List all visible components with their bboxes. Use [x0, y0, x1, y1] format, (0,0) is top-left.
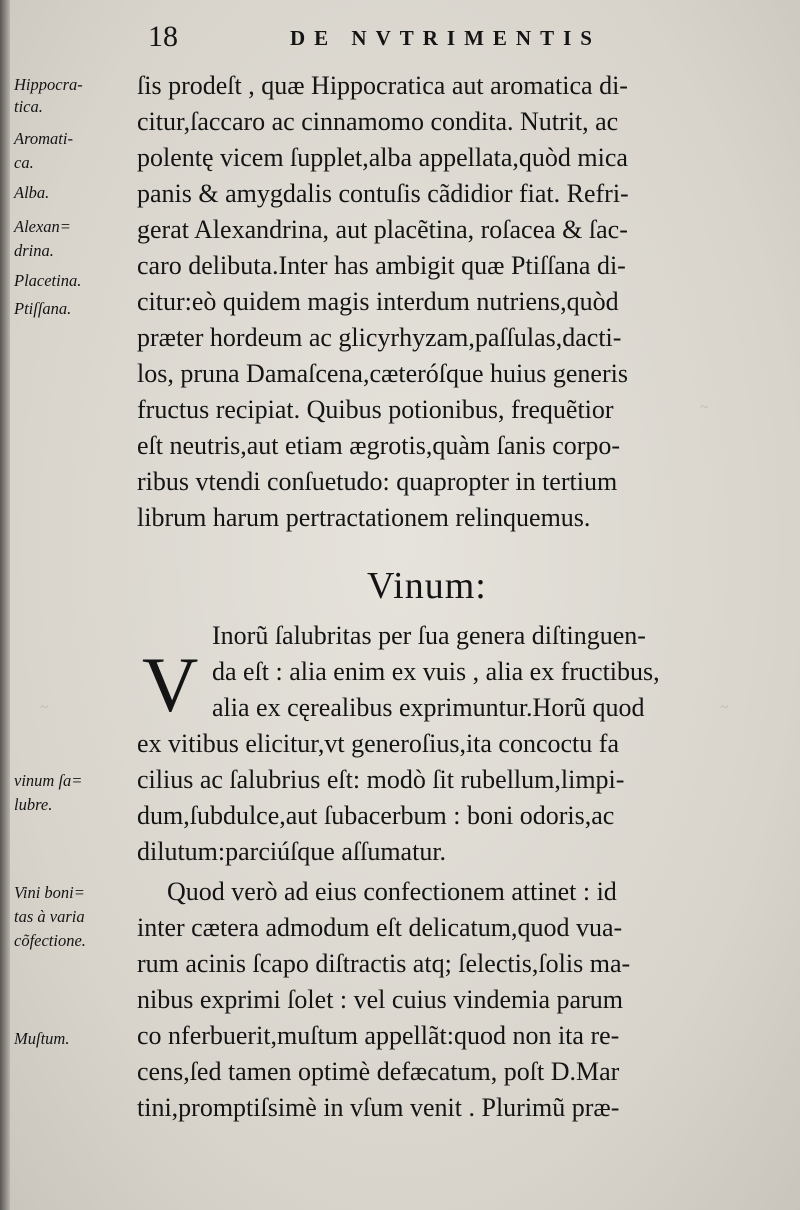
- text-line: eſt neutris,aut etiam ægrotis,quàm ſanis corpo-: [137, 431, 621, 460]
- text-line: da eſt : alia enim ex vuis , alia ex fructibus,: [212, 657, 660, 686]
- margin-note: vinum ſa=: [14, 771, 83, 790]
- margin-note: Hippocra-: [14, 75, 83, 94]
- text-line: cens,ſed tamen optimè defæcatum, poſt D.Mar: [137, 1057, 620, 1086]
- text-line: fructus recipiat. Quibus potionibus, frequẽtior: [137, 395, 614, 424]
- text-line: panis & amygdalis contuſis cãdidior fiat. Refri-: [137, 179, 629, 208]
- page-number: 18: [148, 20, 178, 53]
- text-line: inter cætera admodum eſt delicatum,quod vua-: [137, 913, 623, 942]
- text-line: dilutum:parciúſque aſſumatur.: [137, 837, 447, 866]
- text-line: citur,ſaccaro ac cinnamomo condita. Nutrit, ac: [137, 107, 619, 136]
- margin-note: Vini boni=: [14, 883, 85, 902]
- text-line: caro delibuta.Inter has ambigit quæ Ptiſſana di-: [137, 251, 626, 280]
- running-title: DE NVTRIMENTIS: [290, 26, 601, 50]
- bleed-through-mark: ~: [720, 700, 729, 716]
- drop-cap: V: [142, 641, 199, 728]
- text-line: citur:eò quidem magis interdum nutriens,quòd: [137, 287, 619, 316]
- margin-note: lubre.: [14, 795, 53, 814]
- text-line: co nferbuerit,muſtum appellãt:quod non ita re-: [137, 1021, 620, 1050]
- bleed-through-mark: ~: [40, 700, 49, 716]
- text-line: ex vitibus elicitur,vt generoſius,ita concoctu fa: [137, 729, 619, 758]
- margin-note: Alba.: [14, 183, 50, 202]
- margin-note: Aromati-: [14, 129, 73, 148]
- margin-notes: [14, 70, 132, 1170]
- margin-note: Placetina.: [14, 271, 82, 290]
- text-line: præter hordeum ac glicyrhyzam,paſſulas,dacti-: [137, 323, 622, 352]
- text-line: tini,promptiſsimè in vſum venit . Plurimũ præ-: [137, 1093, 620, 1122]
- text-line: Inorũ ſalubritas per ſua genera diſtinguen-: [212, 621, 646, 650]
- text-line: gerat Alexandrina, aut placẽtina, roſacea & ſac-: [137, 215, 628, 244]
- text-line: Quod verò ad eius confectionem attinet : id: [167, 877, 617, 906]
- text-line: librum harum pertractationem relinquemus.: [137, 503, 591, 532]
- margin-note: Ptiſſana.: [14, 299, 72, 318]
- text-line: los, pruna Damaſcena,cæteróſque huius generis: [137, 359, 628, 388]
- margin-note: tas à varia: [14, 907, 85, 926]
- text-line: polentę vicem ſupplet,alba appellata,quòd mica: [137, 143, 628, 172]
- text-line: nibus exprimi ſolet : vel cuius vindemia parum: [137, 985, 623, 1014]
- text-line: dum,ſubdulce,aut ſubacerbum : boni odoris,ac: [137, 801, 615, 830]
- section-heading: Vinum:: [367, 565, 487, 607]
- margin-note: cõfectione.: [14, 931, 86, 950]
- margin-note: Muſtum.: [14, 1029, 70, 1048]
- text-line: cilius ac ſalubrius eſt: modò ſit rubellum,limpi-: [137, 765, 625, 794]
- text-line: ribus vtendi conſuetudo: quapropter in tertium: [137, 467, 618, 496]
- text-line: rum acinis ſcapo diſtractis atq; ſelectis,ſolis ma-: [137, 949, 631, 978]
- page-header: [140, 18, 770, 58]
- bleed-through-mark: ~: [700, 400, 709, 416]
- text-line: ſis prodeſt , quæ Hippocratica aut aromatica di-: [137, 71, 628, 100]
- margin-note: tica.: [14, 97, 43, 116]
- page-gutter-shadow: [0, 0, 10, 1210]
- margin-note: ca.: [14, 153, 34, 172]
- margin-note: drina.: [14, 241, 54, 260]
- margin-note: Alexan=: [14, 217, 71, 236]
- text-line: alia ex cęrealibus exprimuntur.Horũ quod: [212, 693, 645, 722]
